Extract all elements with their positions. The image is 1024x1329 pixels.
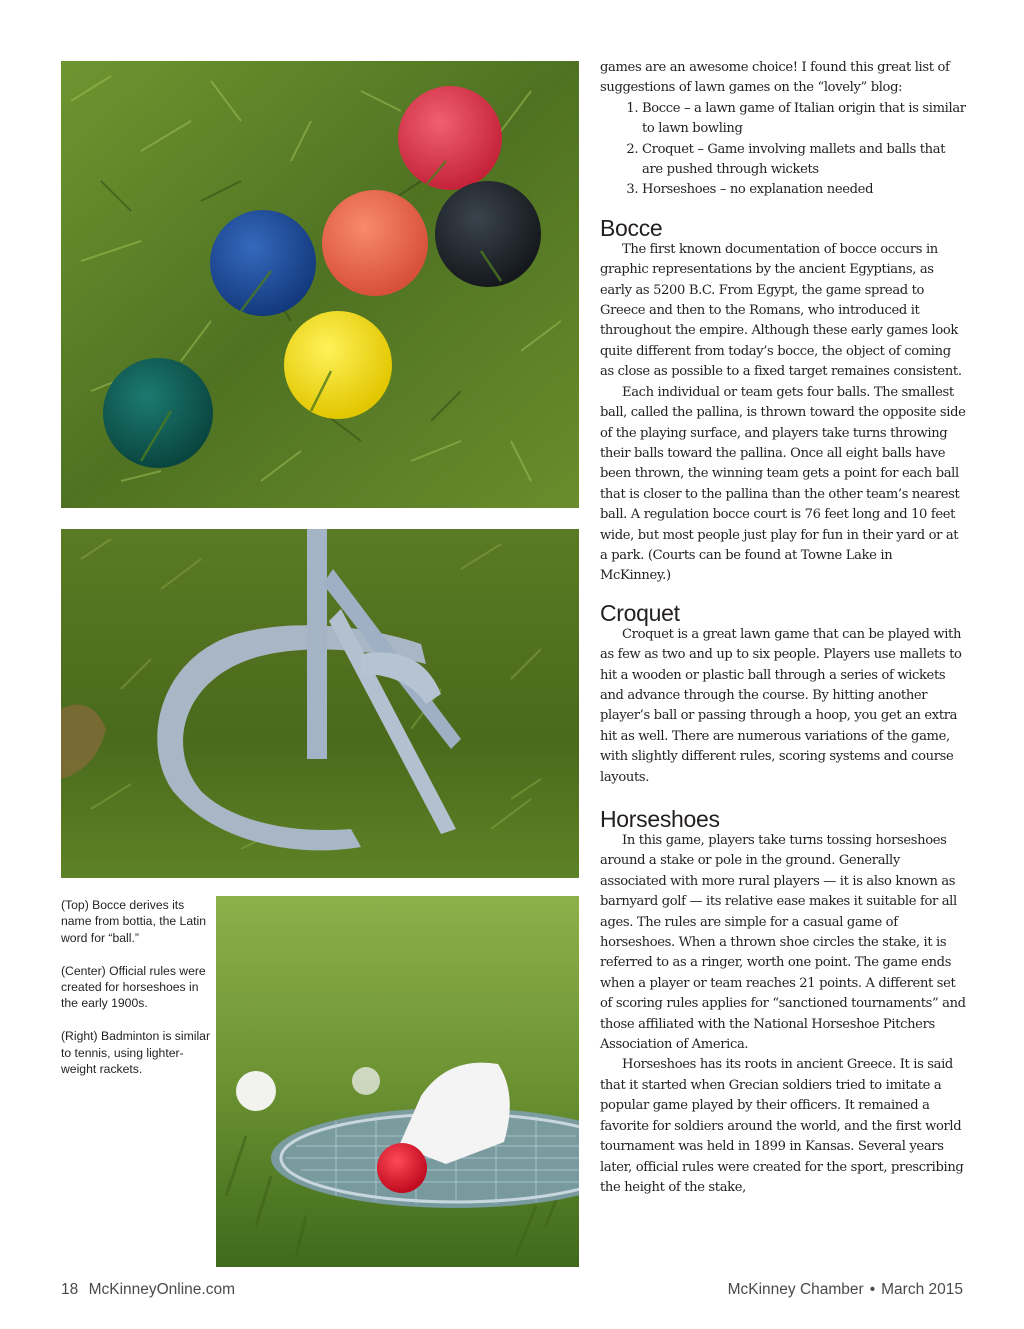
horseshoes-paragraph-1: In this game, players take turns tossing horseshoes around a stake or pole in the ground. Generally associated with more rural players — it is also known as barnyard golf — its relative ease makes it suitable for all ages. The rules are simple for a casual game of horseshoes. When a thrown shoe circles the stake, it is referred to as a ringer, worth one point. The game ends when a player or team reaches 21 points. A different set of scoring rules applies for “sanctioned tournaments” and those affiliated with the National Horseshoe Pitchers Association of America. <box>600 833 966 1053</box>
publication-name: McKinney Chamber <box>727 1281 864 1298</box>
horseshoes-photo <box>61 529 579 878</box>
caption-top: (Top) Bocce derives its name from bottia, the Latin word for “ball.” <box>61 898 206 945</box>
article-column <box>600 58 966 1198</box>
issue-date: March 2015 <box>881 1281 963 1298</box>
horseshoes-paragraph-2: Horseshoes has its roots in ancient Greece. It is said that it started when Grecian soldiers tried to imitate a popular game played by their officers. It remained a favorite for soldiers around the world, and the first world tournament was held in 1899 in Kansas. Several years later, official rules were created for the sport, prescribing the height of the stake, <box>600 1057 964 1195</box>
photo-captions <box>61 897 211 1094</box>
footer-left <box>61 1280 235 1300</box>
section-heading-bocce: Bocce <box>600 214 663 241</box>
article-intro: games are an awesome choice! I found this great list of suggestions of lawn games on the “lovely” blog: <box>600 60 950 96</box>
site-name: McKinneyOnline.com <box>88 1281 236 1298</box>
bocce-paragraph-1: The first known documentation of bocce occurs in graphic representations by the ancient Egyptians, as early as 5200 B.C. From Egypt, the game spread to Greece and then to the Romans, who introduced it throughout the empire. Although these early games look quite different from today’s bocce, the object of coming as close as possible to a fixed target remaines consistent. <box>600 241 962 380</box>
list-item: 2. Croquet – Game involving mallets and balls that are pushed through wickets <box>642 140 966 181</box>
bocce-paragraph-2: Each individual or team gets four balls. The smallest ball, called the pallina, is thrown toward the opposite side of the playing surface, and players take turns throwing their balls toward the pallina. Once all eight balls have been thrown, the winning team gets a point for each ball that is closer to the pallina than the other team’s nearest ball. A regulation bocce court is 76 feet long and 10 feet wide, but most people just play for fun in their yard or at a park. (Courts can be found at Towne Lake in McKinney.) <box>600 384 966 584</box>
lawn-games-list <box>600 99 966 201</box>
list-item: 3. Horseshoes – no explanation needed <box>642 180 966 200</box>
caption-right: (Right) Badminton is similar to tennis, using lighter-weight rackets. <box>61 1029 210 1077</box>
footer-separator: • <box>869 1281 876 1298</box>
section-heading-horseshoes: Horseshoes <box>600 806 720 832</box>
caption-center: (Center) Official rules were created for horseshoes in the early 1900s. <box>61 963 206 1011</box>
croquet-paragraph-1: Croquet is a great lawn game that can be played with as few as two and up to six people. Players use mallets to hit a wooden or plastic ball through a series of wickets and advance through the course. By hitting another player’s ball or passing through a hoop, you get an extra hit as well. There are numerous variations of the game, with slightly different rules, scoring systems and course layouts. <box>600 626 962 785</box>
page-number: 18 <box>61 1281 79 1298</box>
badminton-photo <box>216 896 579 1267</box>
footer-right <box>728 1280 963 1300</box>
section-heading-croquet: Croquet <box>600 599 680 626</box>
bocce-balls-photo <box>61 61 579 508</box>
list-item: 1. Bocce – a lawn game of Italian origin that is similar to lawn bowling <box>642 99 966 140</box>
